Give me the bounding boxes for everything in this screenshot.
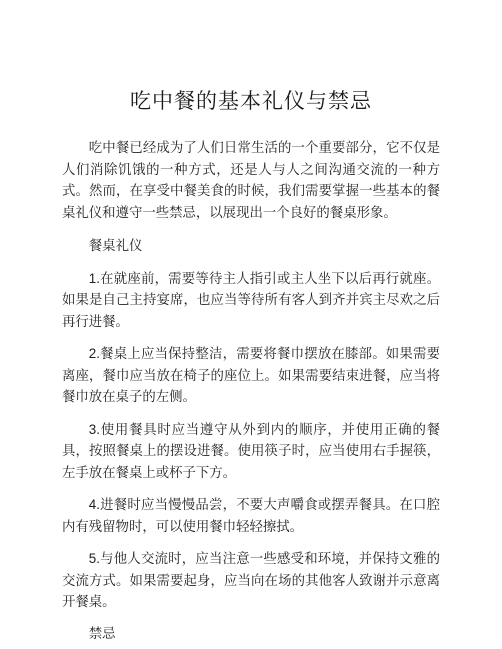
list-item <box>62 548 440 614</box>
item-number: 2. <box>88 346 100 361</box>
section-heading-taboos: 禁忌 <box>88 626 116 642</box>
item-text: 在就座前，需要等待主人指引或主人坐下以后再行就座。如果是自己主持宴席，也应当等待所有客人到齐并宾主尽欢之后再行进餐。 <box>62 271 440 330</box>
intro-paragraph: 吃中餐已经成为了人们日常生活的一个重要部分，它不仅是人们消除饥饿的一种方式，还是人与人之间沟通交流的一种方式。然而，在享受中餐美食的时候，我们需要掌握一些基本的餐桌礼仪和遵守一些禁忌，以展现出一个良好的餐桌形象。 <box>62 141 440 221</box>
item-text: 使用餐具时应当遵守从外到内的顺序，并使用正确的餐具，按照餐桌上的摆设进餐。使用筷子时，应当使用右手握筷，左手放在餐桌上或杯子下方。 <box>62 422 440 481</box>
list-item <box>62 419 440 485</box>
list-item <box>62 494 440 538</box>
item-text: 餐桌上应当保持整洁，需要将餐巾摆放在膝部。如果需要离座，餐巾应当放在椅子的座位上。如果需要结束进餐，应当将餐巾放在桌子的左侧。 <box>62 347 440 405</box>
list-item <box>62 268 440 334</box>
list-item <box>62 343 440 409</box>
item-text: 与他人交流时，应当注意一些感受和环境，并保持文雅的交流方式。如果需要起身，应当向在场的其他客人致谢并示意离开餐桌。 <box>62 552 440 610</box>
item-text: 进餐时应当慢慢品尝，不要大声嚼食或摆弄餐具。在口腔内有残留物时，可以使用餐巾轻轻擦拭。 <box>62 498 440 535</box>
document-title: 吃中餐的基本礼仪与禁忌 <box>130 89 372 113</box>
item-number: 3. <box>88 421 100 437</box>
section-heading-etiquette: 餐桌礼仪 <box>88 239 143 254</box>
item-number: 4. <box>88 497 100 512</box>
item-number: 5. <box>88 551 100 566</box>
item-number: 1. <box>88 270 100 286</box>
